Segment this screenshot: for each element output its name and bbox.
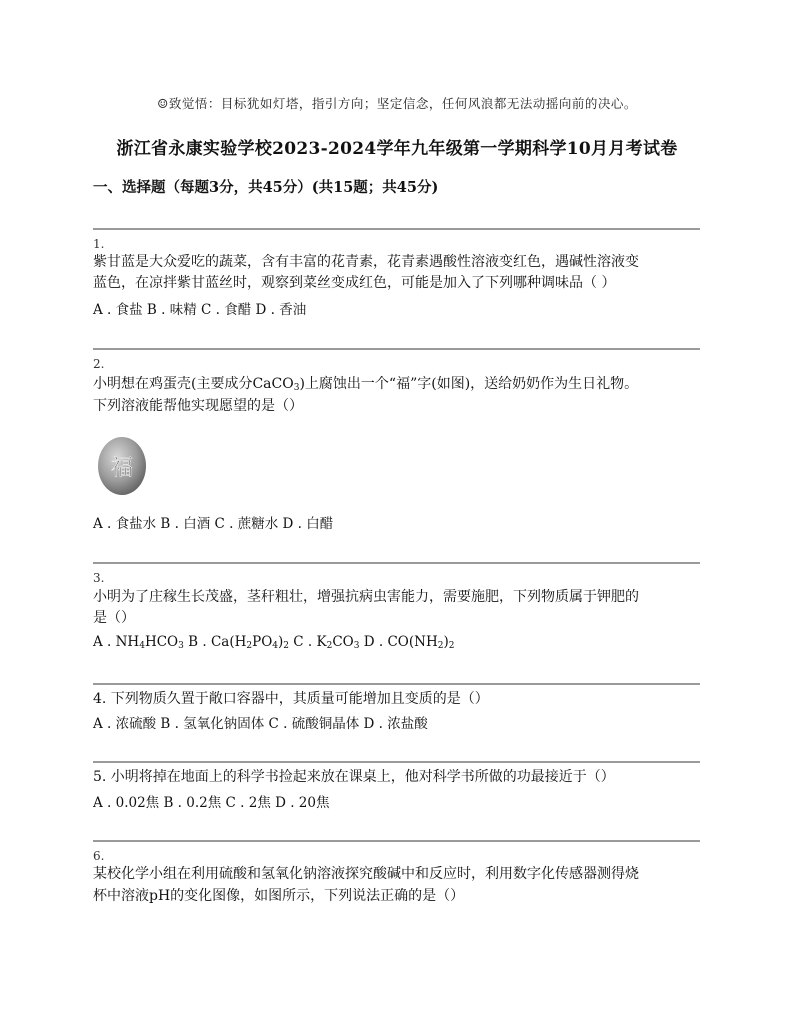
- text-part: C . K: [289, 634, 327, 650]
- subscript: 4: [272, 641, 278, 651]
- motto-line: ☺致觉悟：目标犹如灯塔，指引方向；坚定信念，任何风浪都无法动摇向前的决心。: [157, 96, 637, 111]
- subscript: 2: [246, 641, 253, 651]
- question-text: 下列溶液能帮他实现愿望的是（）: [93, 398, 303, 414]
- text-part: A . NH: [93, 634, 140, 650]
- question-text: 小明为了庄稼生长茂盛，茎秆粗壮，增强抗病虫害能力，需要施肥，下列物质属于钾肥的: [93, 589, 639, 605]
- subscript: 3: [293, 383, 300, 393]
- question-divider: [93, 228, 700, 230]
- question-number: 3.: [93, 571, 105, 585]
- question-text: 是（）: [93, 610, 135, 626]
- text-part: PO: [252, 634, 273, 650]
- question-text: 蓝色，在凉拌紫甘蓝丝时，观察到菜丝变成红色，可能是加入了下列哪种调味品（ ）: [93, 275, 616, 291]
- question-options: A . 0.02焦 B . 0.2焦 C . 2焦 D . 20焦: [93, 795, 330, 811]
- question-text: 5. 小明将掉在地面上的科学书捡起来放在课桌上，他对科学书所做的功最接近于（）: [93, 769, 615, 785]
- question-options: A . 食盐水 B . 白酒 C . 蔗糖水 D . 白醋: [93, 516, 334, 532]
- subscript: 3: [353, 641, 360, 651]
- section-heading: 一、选择题（每题3分，共45分）(共15题；共45分): [93, 179, 439, 196]
- question-text: 杯中溶液pH的变化图像，如图所示，下列说法正确的是（）: [93, 888, 465, 904]
- question-text: 某校化学小组在利用硫酸和氢氧化钠溶液探究酸碱中和反应时，利用数字化传感器测得烧: [93, 866, 639, 882]
- egg-illustration: [95, 433, 149, 497]
- question-divider: [93, 683, 700, 685]
- question-number: 2.: [93, 357, 105, 371]
- question-divider: [93, 761, 700, 763]
- question-number: 6.: [93, 849, 105, 863]
- question-number: 1.: [93, 237, 105, 251]
- engraved-egg-image: [95, 433, 149, 497]
- fu-character: 福: [110, 456, 134, 481]
- text-part: CO: [332, 634, 354, 650]
- subscript: 3: [178, 641, 184, 651]
- text-part: 小明想在鸡蛋壳(主要成分CaCO: [93, 376, 294, 392]
- question-divider: [93, 840, 700, 842]
- text-part: B . Ca(H: [183, 634, 247, 650]
- text-part: HCO: [144, 634, 179, 650]
- text-part: ): [278, 634, 284, 650]
- exam-title: 浙江省永康实验学校2023-2024学年九年级第一学期科学10月月考试卷: [116, 139, 678, 159]
- question-divider: [93, 562, 700, 564]
- question-divider: [93, 348, 700, 350]
- subscript: 2: [283, 641, 290, 651]
- question-options: A . 浓硫酸 B . 氢氧化钠固体 C . 硫酸铜晶体 D . 浓盐酸: [93, 716, 428, 732]
- subscript: 4: [139, 641, 145, 651]
- subscript: 2: [326, 641, 333, 651]
- text-part: ): [443, 634, 449, 650]
- text-part: D . CO(NH: [359, 634, 438, 650]
- question-text: 4. 下列物质久置于敞口容器中，其质量可能增加且变质的是（）: [93, 691, 489, 707]
- question-text: [93, 374, 708, 398]
- text-part: )上腐蚀出一个“福”字(如图)，送给奶奶作为生日礼物。: [299, 376, 639, 392]
- subscript: 2: [437, 641, 444, 651]
- question-options: [93, 634, 454, 651]
- question-text: 紫甘蓝是大众爱吃的蔬菜，含有丰富的花青素，花青素遇酸性溶液变红色，遇碱性溶液变: [93, 254, 639, 270]
- subscript: 2: [448, 641, 455, 651]
- question-options: A . 食盐 B . 味精 C . 食醋 D . 香油: [93, 302, 307, 318]
